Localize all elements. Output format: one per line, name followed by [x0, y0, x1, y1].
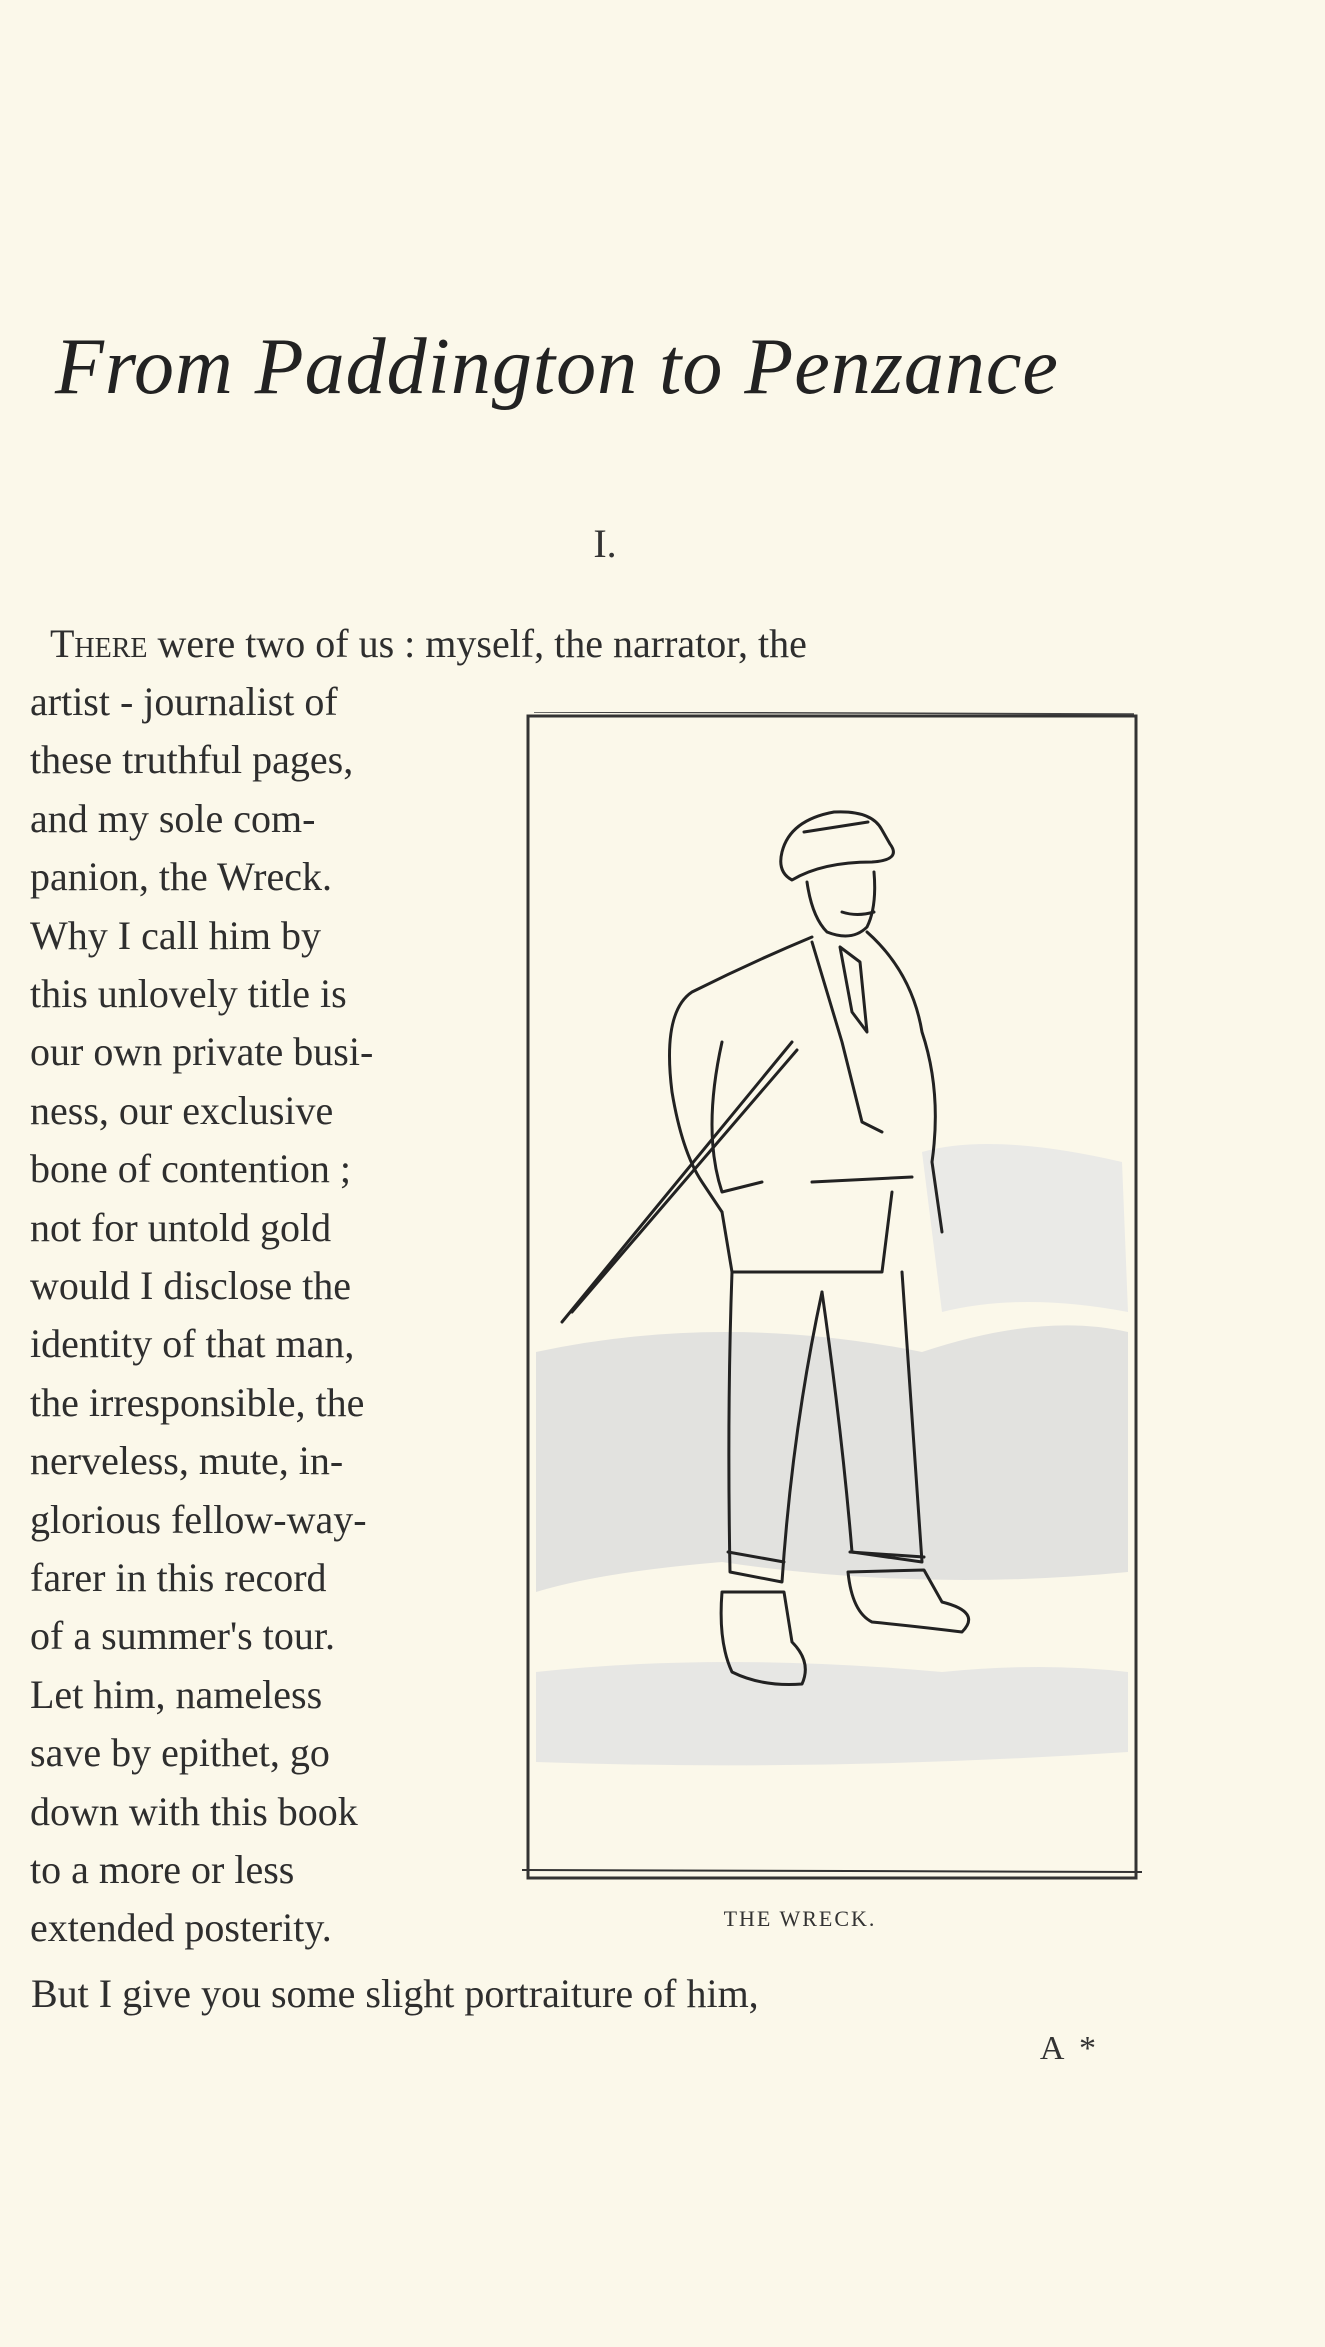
text-line-content: of a summer's tour.: [30, 1613, 335, 1659]
opening-line-rest: were two of us : myself, the narrator, the: [157, 621, 807, 666]
text-line-content: the irresponsible, the: [30, 1379, 365, 1425]
text-line: [30, 1379, 480, 1426]
text-line: [30, 1729, 480, 1776]
text-line: [30, 1846, 480, 1893]
text-line-content: not for untold gold: [30, 1204, 332, 1250]
text-line-content: ness, our exclusive: [30, 1087, 334, 1133]
opening-lead-word: There: [50, 621, 148, 666]
text-line: [30, 1788, 480, 1835]
opening-line: [50, 620, 1175, 667]
text-line: [30, 970, 480, 1017]
text-line: [30, 1554, 480, 1601]
text-line-content: down with this book: [30, 1788, 358, 1834]
text-line-content: these truthful pages,: [30, 737, 354, 783]
text-line: [30, 1262, 480, 1309]
text-line: [30, 1320, 480, 1367]
text-line: [30, 912, 480, 959]
text-line-content: nerveless, mute, in-: [30, 1438, 344, 1484]
text-line: [30, 1437, 480, 1484]
figure-caption: THE WRECK.: [723, 1906, 877, 1931]
text-line: [30, 1087, 480, 1134]
text-line-content: Let him, nameless: [30, 1671, 323, 1717]
text-line-content: farer in this record: [30, 1555, 327, 1600]
text-line-content: Why I call him by: [30, 912, 322, 958]
text-line: [30, 1204, 480, 1251]
signature-mark: A *: [1039, 2030, 1100, 2067]
text-line: [30, 853, 480, 900]
text-line-content: panion, the Wreck.: [30, 854, 332, 900]
closing-line: [31, 1970, 1143, 2017]
closing-line-text: But I give you some slight portraiture of him,: [31, 1971, 759, 2016]
text-line: [30, 1028, 480, 1075]
illustration-the-wreck: [522, 712, 1142, 1882]
chapter-numeral: I.: [593, 521, 617, 566]
text-line-content: this unlovely title is: [30, 971, 347, 1016]
text-line: [30, 1904, 480, 1951]
text-line-content: to a more or less: [30, 1847, 295, 1892]
text-line: [30, 1496, 480, 1543]
text-line-content: and my sole com-: [30, 795, 316, 841]
text-line-content: artist - journalist of: [30, 679, 338, 724]
text-line: [30, 1145, 480, 1192]
text-line: [30, 1612, 480, 1659]
text-line: [30, 678, 480, 725]
text-line-content: extended posterity.: [30, 1905, 332, 1951]
text-line: [30, 795, 480, 842]
book-title: From Paddington to Penzance: [55, 323, 1059, 411]
text-line-content: save by epithet, go: [30, 1730, 330, 1776]
text-line: [30, 736, 480, 783]
text-line-content: identity of that man,: [30, 1321, 355, 1367]
text-line: [30, 1671, 480, 1718]
text-line-content: would I disclose the: [30, 1263, 352, 1308]
text-line-content: glorious fellow-way-: [30, 1496, 367, 1542]
text-line-content: bone of contention ;: [30, 1146, 352, 1192]
text-line-content: our own private busi-: [30, 1029, 374, 1075]
